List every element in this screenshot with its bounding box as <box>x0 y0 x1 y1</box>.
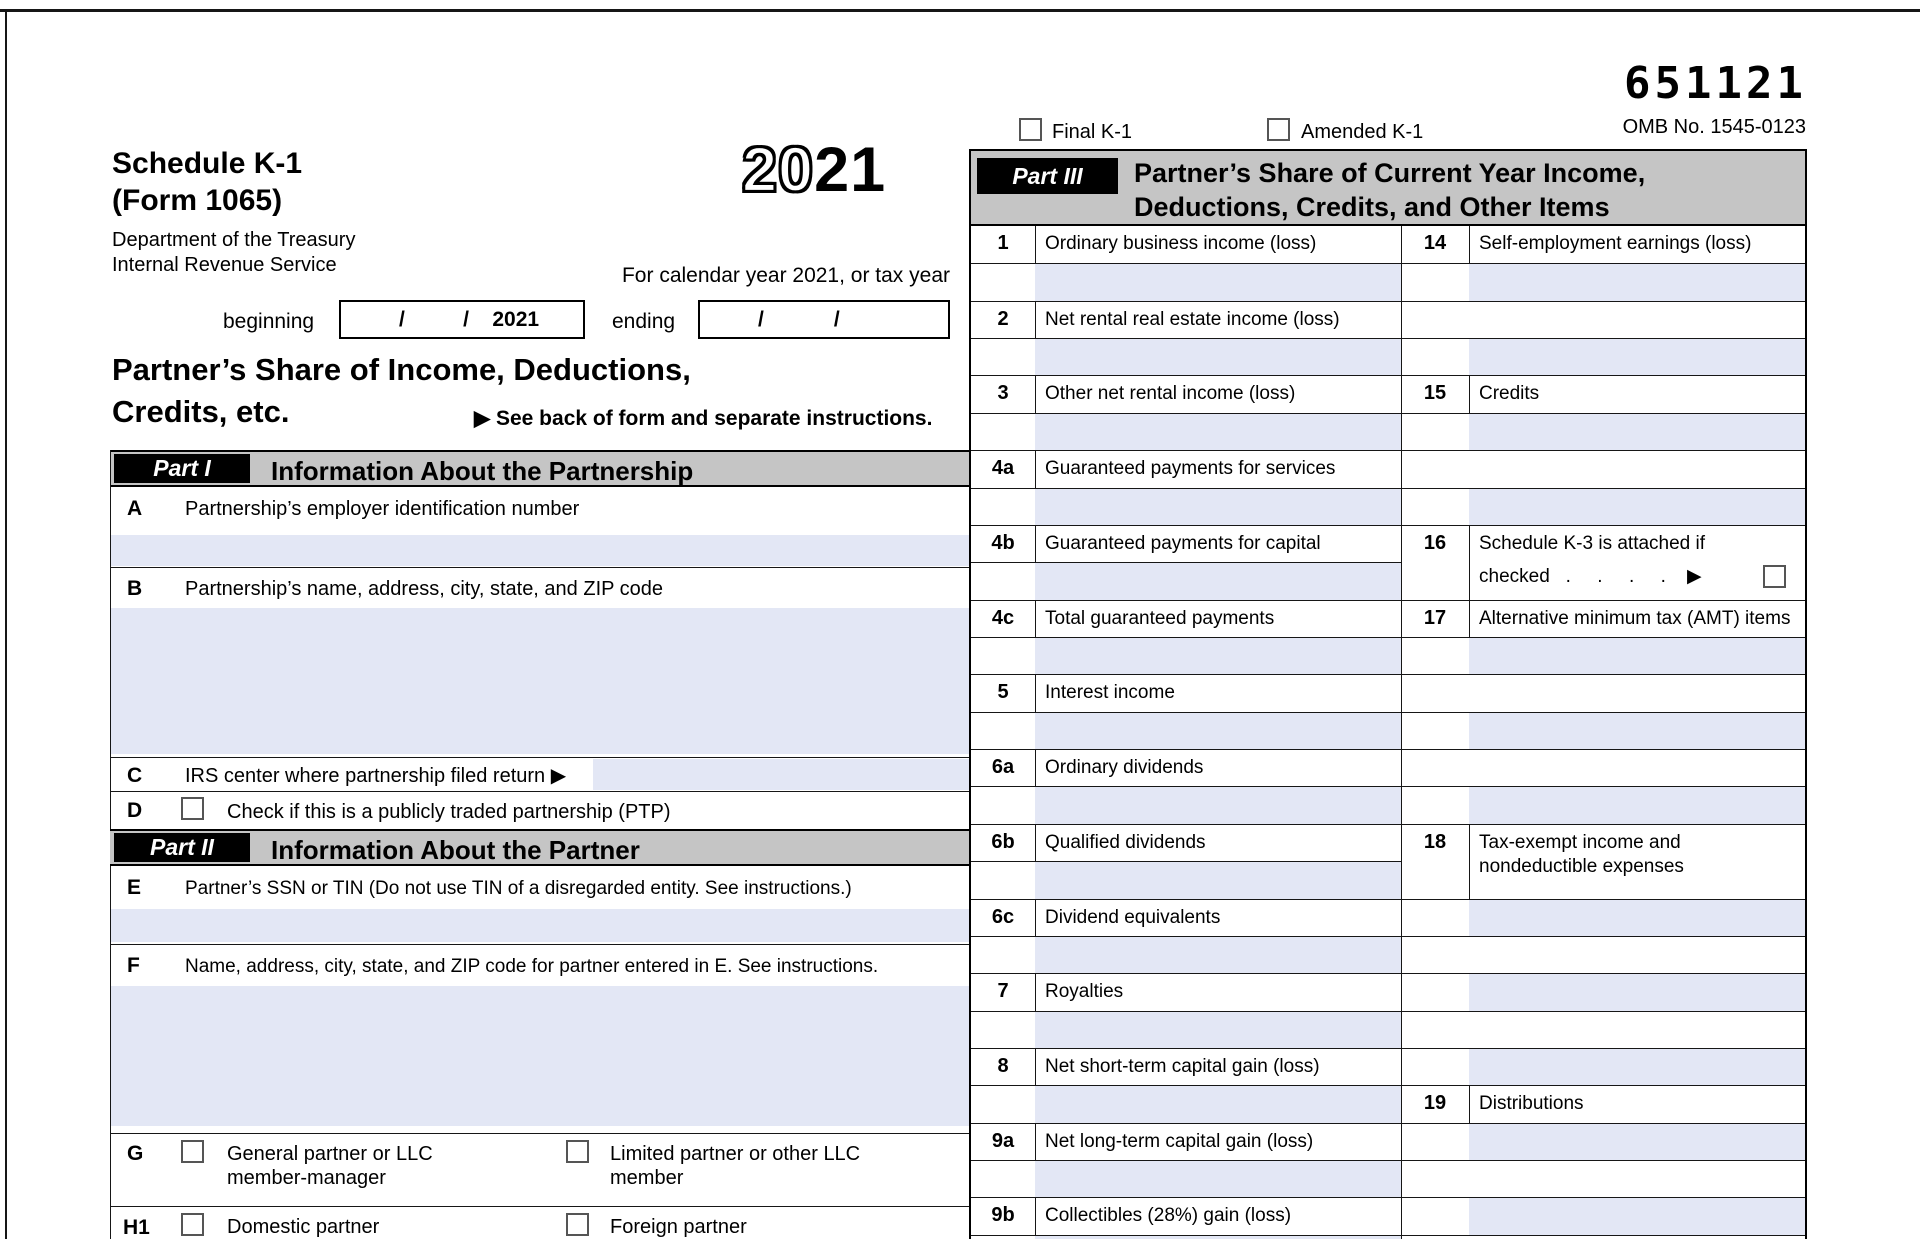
part2-header-bar <box>110 829 971 866</box>
p3-item4b-label <box>971 525 1401 562</box>
p3-item1-label <box>971 226 1401 263</box>
row-a-text: Partnership’s employer identification number <box>185 498 580 520</box>
p3-item6a-text: Ordinary dividends <box>1045 757 1204 778</box>
p3-item18-amount-field-1[interactable] <box>1469 900 1805 936</box>
p3-item15-label <box>1401 375 1805 413</box>
p3-item6c-text: Dividend equivalents <box>1045 907 1221 928</box>
domestic-partner-checkbox[interactable] <box>181 1213 204 1236</box>
calendar-year-line: For calendar year 2021, or tax year <box>621 264 950 287</box>
p3-item17-code: 17 <box>1423 607 1447 629</box>
p3-item18-amount-row <box>1401 973 1805 1011</box>
p3-item2-label <box>971 301 1401 338</box>
p3-item5-label <box>971 674 1401 712</box>
p3-item1-amount-row <box>971 263 1401 301</box>
row-e-text: Partner’s SSN or TIN (Do not use TIN of a disregarded entity. See instructions.) <box>185 878 852 899</box>
ending-label: ending <box>612 310 676 333</box>
tax-year-solid-digits: 21 <box>814 135 887 205</box>
p3-item16-text-line2: checked . . . . ▶ <box>1479 566 1702 587</box>
p3-item17-amount-row <box>1401 786 1805 824</box>
p3-item19-amount-row <box>1401 1123 1805 1160</box>
p3-item6c-amount-row <box>971 936 1401 973</box>
p3-item7-code: 7 <box>997 980 1009 1002</box>
p3-item7-label <box>971 973 1401 1011</box>
ending-date-field[interactable]: / / <box>698 300 950 339</box>
p3-item18-label <box>1401 824 1805 899</box>
divider-a-b <box>110 567 971 568</box>
p3-item5-code: 5 <box>997 681 1009 703</box>
p3-item15-code: 15 <box>1423 382 1447 404</box>
row-b-code: B <box>127 577 143 600</box>
divider-g-h1 <box>110 1206 971 1207</box>
p3-item3-amount-row <box>971 413 1401 450</box>
p3-item5-amount-field[interactable] <box>1035 713 1401 749</box>
p3-item17-amount-field-2[interactable] <box>1469 675 1805 712</box>
p3-item14-amount-field-2[interactable] <box>1469 302 1805 338</box>
p3-item15-amount-field-3[interactable] <box>1469 489 1805 525</box>
p3-item6c-code: 6c <box>991 906 1015 928</box>
limited-partner-checkbox[interactable] <box>566 1140 589 1163</box>
tax-year <box>742 134 886 206</box>
p3-item16-code: 16 <box>1423 532 1447 554</box>
p3-item19-label <box>1401 1085 1805 1123</box>
p3-item17-label <box>1401 600 1805 637</box>
divider-e-f <box>110 944 971 945</box>
p3-item6b-amount-field[interactable] <box>1035 862 1401 899</box>
page-border-top <box>0 9 1920 12</box>
page-border-left <box>5 9 7 1239</box>
row-a-code: A <box>127 497 143 520</box>
p3-item9a-text: Net long-term capital gain (loss) <box>1045 1131 1314 1152</box>
p3-item19-text: Distributions <box>1479 1093 1584 1114</box>
p3-item15-text: Credits <box>1479 383 1540 404</box>
p3-item15-amount-field-1[interactable] <box>1469 414 1805 450</box>
p3-item6b-code: 6b <box>991 831 1015 853</box>
p3-item8-amount-field[interactable] <box>1035 1086 1401 1123</box>
doc-code: 651121 <box>1624 58 1807 109</box>
row-h1-code: H1 <box>123 1216 150 1239</box>
p3-item19-code: 19 <box>1423 1092 1447 1114</box>
p3-item19-amount-field-1[interactable] <box>1469 1124 1805 1160</box>
beginning-label: beginning <box>223 310 315 333</box>
p3-item4b-text: Guaranteed payments for capital <box>1045 533 1321 554</box>
p3-item4b-amount-row <box>971 562 1401 600</box>
p3-item8-amount-row <box>971 1085 1401 1123</box>
ein-field[interactable] <box>111 535 969 566</box>
part2-label: Part II <box>114 833 250 862</box>
form-title: (Form 1065) <box>112 184 283 217</box>
p3-item4a-amount-field[interactable] <box>1035 489 1401 525</box>
p3-item14-amount-row <box>1401 263 1805 301</box>
p3-item19-amount-row <box>1401 1235 1805 1239</box>
p3-item17-amount-field-1[interactable] <box>1469 638 1805 674</box>
main-title-line2: Credits, etc. <box>112 394 290 429</box>
p3-item5-text: Interest income <box>1045 682 1175 703</box>
general-partner-checkbox[interactable] <box>181 1140 204 1163</box>
tax-year-outline-digits: 20 <box>742 135 815 205</box>
part3-title <box>1134 156 1645 224</box>
p3-item18-text: Tax-exempt income and nondeductible expenses <box>1479 832 1684 877</box>
p3-item9a-amount-field[interactable] <box>1035 1161 1401 1197</box>
partner-ssn-field[interactable] <box>111 909 969 942</box>
p3-item15-amount-row <box>1401 413 1805 450</box>
amended-k1-checkbox[interactable] <box>1267 118 1290 141</box>
foreign-partner-label: Foreign partner <box>610 1216 747 1238</box>
domestic-partner-label: Domestic partner <box>227 1216 380 1238</box>
p3-item6c-amount-field[interactable] <box>1035 937 1401 973</box>
schedule-title: Schedule K-1 <box>112 147 303 180</box>
p3-item14-amount-row <box>1401 338 1805 375</box>
p3-item14-code: 14 <box>1423 232 1447 254</box>
p3-item6a-amount-field[interactable] <box>1035 787 1401 824</box>
schedule-k3-checkbox[interactable] <box>1763 565 1786 588</box>
p3-item4c-label <box>971 600 1401 637</box>
p3-item18-amount-row <box>1401 936 1805 973</box>
p3-item4a-label <box>971 450 1401 488</box>
p3-item9a-label <box>971 1123 1401 1160</box>
p3-item4c-amount-row <box>971 637 1401 674</box>
p3-item7-amount-row <box>971 1011 1401 1048</box>
p3-item15-amount-row <box>1401 488 1805 525</box>
ptp-checkbox[interactable] <box>181 797 204 820</box>
amended-k1-label: Amended K-1 <box>1301 121 1424 143</box>
p3-item17-amount-field-4[interactable] <box>1469 750 1805 786</box>
p3-item4a-code: 4a <box>991 457 1015 479</box>
p3-item8-label <box>971 1048 1401 1085</box>
p3-item15-amount-row <box>1401 450 1805 488</box>
part3-title-line2: Deductions, Credits, and Other Items <box>1134 192 1610 222</box>
part3-header-bar <box>971 151 1805 226</box>
part3-title-line1: Partner’s Share of Current Year Income, <box>1134 158 1646 188</box>
irs-line: Internal Revenue Service <box>112 254 337 276</box>
p3-item8-text: Net short-term capital gain (loss) <box>1045 1056 1320 1077</box>
p3-item17-amount-row <box>1401 637 1805 674</box>
part2-title: Information About the Partner <box>271 835 640 865</box>
p3-item16-text <box>1469 526 1803 589</box>
part3-label: Part III <box>977 158 1118 194</box>
partner-name-address-field[interactable] <box>111 986 969 1126</box>
p3-item9a-amount-row <box>971 1160 1401 1197</box>
final-k1-checkbox[interactable] <box>1019 118 1042 141</box>
p3-item4a-text: Guaranteed payments for services <box>1045 458 1336 479</box>
p3-item6a-label <box>971 749 1401 786</box>
p3-item18-amount-field-5[interactable] <box>1469 1049 1805 1085</box>
p3-item18-amount-row <box>1401 1011 1805 1048</box>
p3-item18-amount-field-4[interactable] <box>1469 1012 1805 1048</box>
p3-item14-amount-field-3[interactable] <box>1469 339 1805 375</box>
p3-item19-amount-field-3[interactable] <box>1469 1198 1805 1235</box>
p3-item19-amount-row <box>1401 1160 1805 1197</box>
p3-item3-label <box>971 375 1401 413</box>
p3-item14-amount-row <box>1401 301 1805 338</box>
p3-item6a-amount-row <box>971 786 1401 824</box>
p3-item16-text-line1: Schedule K-3 is attached if <box>1479 533 1706 554</box>
p3-item17-amount-row <box>1401 674 1805 712</box>
p3-item9a-code: 9a <box>991 1130 1015 1152</box>
p3-item17-amount-row <box>1401 749 1805 786</box>
p3-item3-text: Other net rental income (loss) <box>1045 383 1296 404</box>
part1-title: Information About the Partnership <box>271 456 694 486</box>
p3-item4c-code: 4c <box>991 607 1015 629</box>
p3-item2-amount-field[interactable] <box>1035 339 1401 375</box>
p3-item8-code: 8 <box>997 1055 1009 1077</box>
row-g-code: G <box>127 1142 144 1165</box>
row-c-text: IRS center where partnership filed return ▶ <box>185 765 567 787</box>
p3-item14-text: Self-employment earnings (loss) <box>1479 233 1752 254</box>
row-f-code: F <box>127 954 140 977</box>
p3-item1-code: 1 <box>997 232 1009 254</box>
final-k1-label: Final K-1 <box>1052 121 1133 143</box>
p3-item19-amount-field-2[interactable] <box>1469 1161 1805 1197</box>
part3-table <box>969 149 1807 1239</box>
p3-item18-amount-row <box>1401 1048 1805 1085</box>
p3-item4b-code: 4b <box>991 532 1015 554</box>
p3-item4b-amount-field[interactable] <box>1035 563 1401 600</box>
p3-item18-amount-field-2[interactable] <box>1469 937 1805 973</box>
divider-b-c <box>110 757 971 758</box>
divider-c-d <box>110 791 971 792</box>
p3-item6a-code: 6a <box>991 756 1015 778</box>
p3-item2-text: Net rental real estate income (loss) <box>1045 309 1340 330</box>
p3-item3-code: 3 <box>997 382 1009 404</box>
p3-item9b-label <box>971 1197 1401 1235</box>
divider-f-g <box>110 1133 971 1134</box>
p3-item17-amount-field-5[interactable] <box>1469 787 1805 824</box>
p3-item17-text: Alternative minimum tax (AMT) items <box>1479 608 1791 629</box>
p3-item4c-text: Total guaranteed payments <box>1045 608 1275 629</box>
row-c-code: C <box>127 764 143 787</box>
dept-treasury-line: Department of the Treasury <box>112 229 356 251</box>
row-f-text: Name, address, city, state, and ZIP code for partner entered in E. See instructions. <box>185 956 879 977</box>
p3-item14-label <box>1401 226 1805 263</box>
p3-item2-amount-row <box>971 338 1401 375</box>
p3-item15-amount-field-2[interactable] <box>1469 451 1805 488</box>
p3-item7-text: Royalties <box>1045 981 1124 1002</box>
main-title-line1: Partner’s Share of Income, Deductions, <box>112 352 691 387</box>
p3-item6b-label <box>971 824 1401 861</box>
p3-item18-amount-row <box>1401 899 1805 936</box>
general-partner-label: General partner or LLC member-manager <box>227 1143 433 1189</box>
p3-item19-amount-row <box>1401 1197 1805 1235</box>
p3-item5-amount-row <box>971 712 1401 749</box>
p3-item1-text: Ordinary business income (loss) <box>1045 233 1317 254</box>
p3-item6c-label <box>971 899 1401 936</box>
p3-item4c-amount-field[interactable] <box>1035 638 1401 674</box>
p3-item9b-text: Collectibles (28%) gain (loss) <box>1045 1205 1292 1226</box>
irs-center-field[interactable] <box>593 759 969 790</box>
part1-header-bar <box>110 450 971 487</box>
foreign-partner-checkbox[interactable] <box>566 1213 589 1236</box>
p3-item16-label <box>1401 525 1805 600</box>
p3-item14-amount-field-1[interactable] <box>1469 264 1805 301</box>
partnership-name-address-field[interactable] <box>111 608 969 754</box>
p3-item7-amount-field[interactable] <box>1035 1012 1401 1048</box>
p3-item4a-amount-row <box>971 488 1401 525</box>
row-d-code: D <box>127 799 143 822</box>
p3-item3-amount-field[interactable] <box>1035 414 1401 450</box>
row-d-text: Check if this is a publicly traded partnership (PTP) <box>227 801 671 823</box>
part1-label: Part I <box>114 454 250 483</box>
p3-item1-amount-field[interactable] <box>1035 264 1401 301</box>
p3-item17-amount-row <box>1401 712 1805 749</box>
p3-item18-amount-field-3[interactable] <box>1469 974 1805 1011</box>
p3-item2-code: 2 <box>997 308 1009 330</box>
row-b-text: Partnership’s name, address, city, state, and ZIP code <box>185 578 664 600</box>
omb-number: OMB No. 1545-0123 <box>1622 116 1806 138</box>
p3-item17-amount-field-3[interactable] <box>1469 713 1805 749</box>
limited-partner-label: Limited partner or other LLC member <box>610 1143 861 1189</box>
see-back-note: ▶ See back of form and separate instructions. <box>474 407 933 430</box>
p3-item9b-amount-row <box>971 1235 1401 1239</box>
p3-item6b-amount-row <box>971 861 1401 899</box>
p3-item9b-code: 9b <box>991 1204 1015 1226</box>
beginning-date-field[interactable]: / / 2021 <box>339 300 585 339</box>
p3-item6b-text: Qualified dividends <box>1045 832 1206 853</box>
p3-item18-code: 18 <box>1423 831 1447 853</box>
row-e-code: E <box>127 876 142 899</box>
